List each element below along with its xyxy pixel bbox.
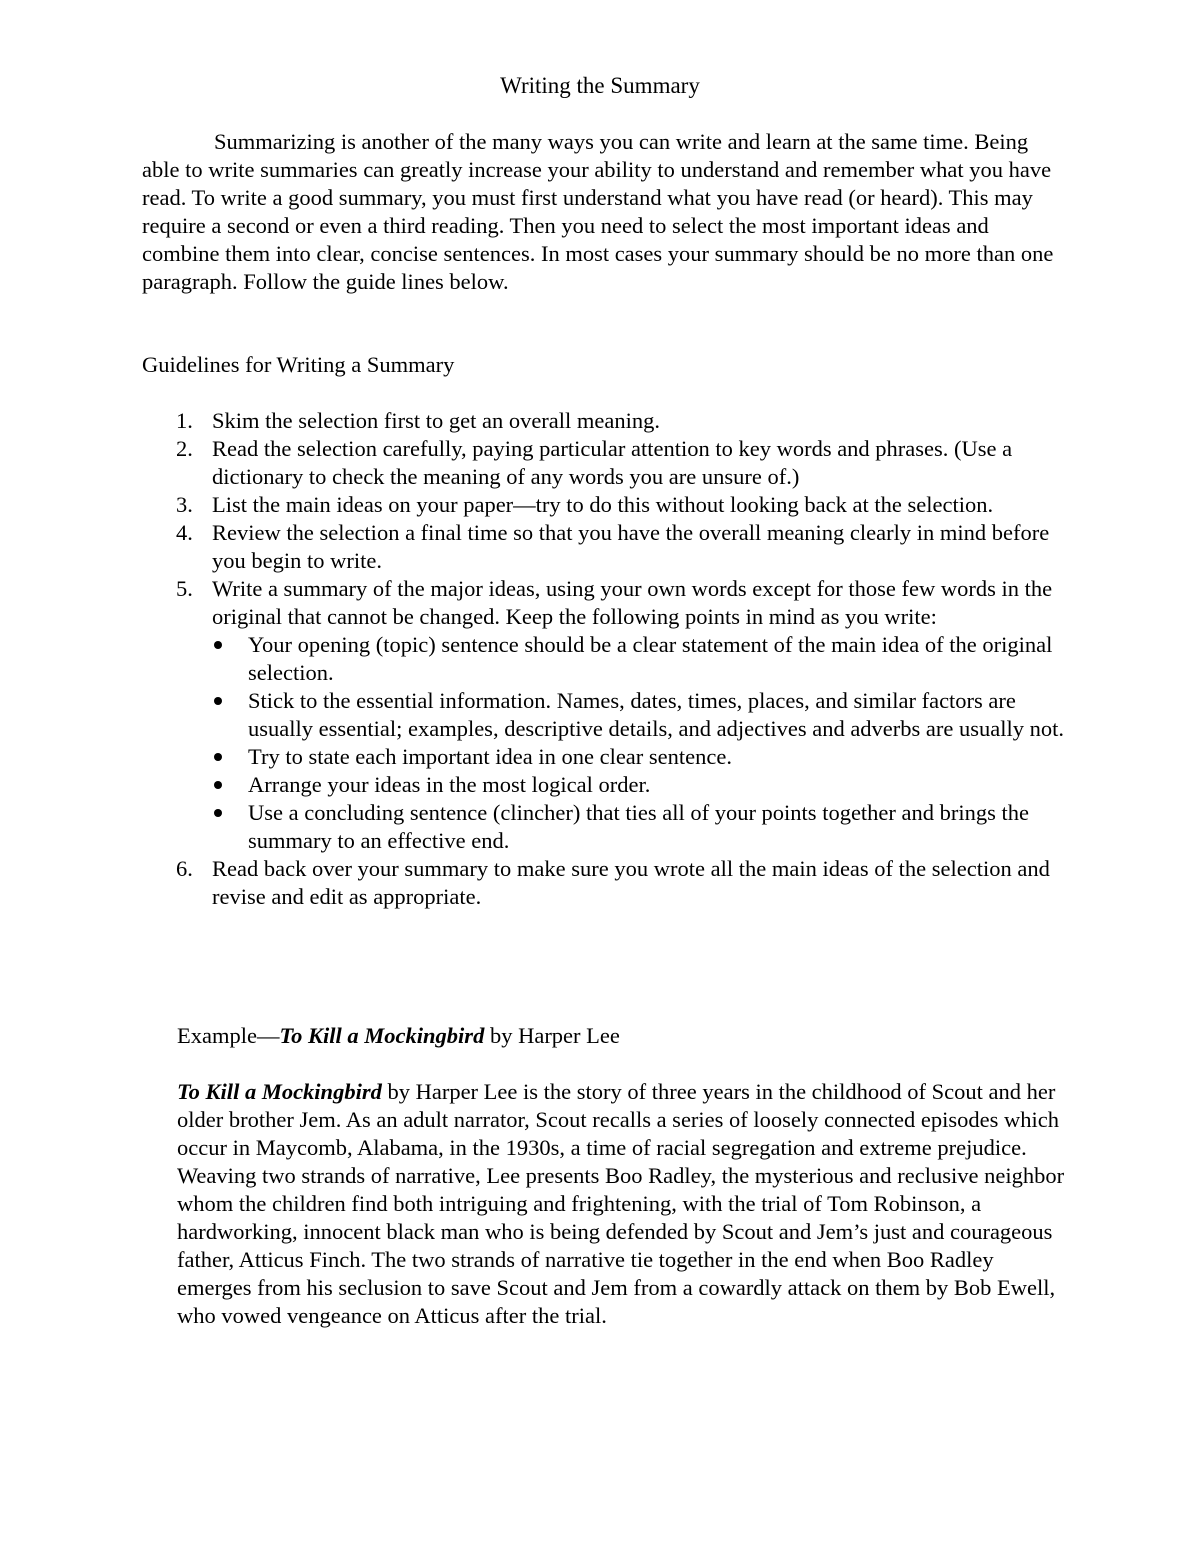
step-number: 6. (176, 856, 193, 881)
step-number: 4. (176, 520, 193, 545)
guideline-step (142, 435, 1067, 491)
writing-point (142, 799, 1067, 855)
step-number: 3. (176, 492, 193, 517)
bullet-icon (214, 809, 222, 817)
guideline-step (142, 491, 1067, 519)
example-heading (177, 1022, 1067, 1050)
example-summary-paragraph (177, 1078, 1067, 1330)
intro-paragraph: Summarizing is another of the many ways you can write and learn at the same time. Being able to write summaries can greatly increase your ability to understand and remember what you have read. To write a good summary, you must first understand what you have read (or heard). This may require a second or even a third reading. Then you need to select the most important ideas and combine them into clear, concise sentences. In most cases your summary should be no more than one paragraph. Follow the guide lines below. (142, 129, 1054, 294)
page-title: Writing the Summary (500, 73, 700, 98)
guideline-step (142, 407, 1067, 435)
bullet-icon (214, 753, 222, 761)
bullet-icon (214, 641, 222, 649)
point-text: Your opening (topic) sentence should be a clear statement of the main idea of the original selection. (248, 632, 1053, 685)
summary-book-title: To Kill a Mockingbird (177, 1079, 382, 1104)
writing-point (142, 743, 1067, 771)
writing-point (142, 771, 1067, 799)
writing-points-list (142, 631, 1067, 855)
summary-text: by Harper Lee is the story of three years in the childhood of Scout and her older brother Jem. As an adult narrator, Scout recalls a series of loosely connected episodes which occur in Maycomb, Alabama, in the 1930s, a time of racial segregation and extreme prejudice. Weaving two strands of narrative, Lee presents Boo Radley, the mysterious and reclusive neighbor whom the children find both intriguing and frightening, with the trial of Tom Robinson, a hardworking, innocent black man who is being defended by Scout and Jem’s just and courageous father, Atticus Finch. The two strands of narrative tie together in the end when Boo Radley emerges from his seclusion to save Scout and Jem from a cowardly attack on them by Bob Ewell, who vowed vengeance on Atticus after the trial. (177, 1079, 1065, 1328)
step-text: Skim the selection first to get an overall meaning. (212, 408, 661, 433)
point-text: Try to state each important idea in one clear sentence. (248, 744, 732, 769)
bullet-icon (214, 697, 222, 705)
guideline-step (142, 575, 1067, 631)
step-text: List the main ideas on your paper—try to do this without looking back at the selection. (212, 492, 994, 517)
writing-point (142, 687, 1067, 743)
guideline-step (142, 855, 1067, 911)
guidelines-list (142, 407, 1067, 911)
step-text: Read back over your summary to make sure you wrote all the main ideas of the selection and revise and edit as appropriate. (212, 856, 1050, 909)
step-text: Review the selection a final time so that you have the overall meaning clearly in mind before you begin to write. (212, 520, 1050, 573)
step-text: Write a summary of the major ideas, using your own words except for those few words in the original that cannot be changed. Keep the following points in mind as you write: (212, 576, 1053, 629)
points-container (142, 631, 1067, 855)
step-number: 2. (176, 436, 193, 461)
bullet-icon (214, 781, 222, 789)
example-suffix: by Harper Lee (484, 1023, 620, 1048)
point-text: Arrange your ideas in the most logical order. (248, 772, 651, 797)
example-prefix: Example— (177, 1023, 280, 1048)
guidelines-heading: Guidelines for Writing a Summary (142, 352, 455, 377)
step-text: Read the selection carefully, paying particular attention to key words and phrases. (Use a dictionary to check the meaning of any words you are unsure of.) (212, 436, 1013, 489)
example-book-title: To Kill a Mockingbird (279, 1023, 485, 1048)
point-text: Stick to the essential information. Names, dates, times, places, and similar factors are usually essential; examples, descriptive details, and adjectives and adverbs are usually not. (248, 688, 1064, 741)
writing-point (142, 631, 1067, 687)
point-text: Use a concluding sentence (clincher) that ties all of your points together and brings the summary to an effective end. (248, 800, 1030, 853)
step-number: 5. (176, 576, 193, 601)
guideline-step (142, 519, 1067, 575)
step-number: 1. (176, 408, 193, 433)
